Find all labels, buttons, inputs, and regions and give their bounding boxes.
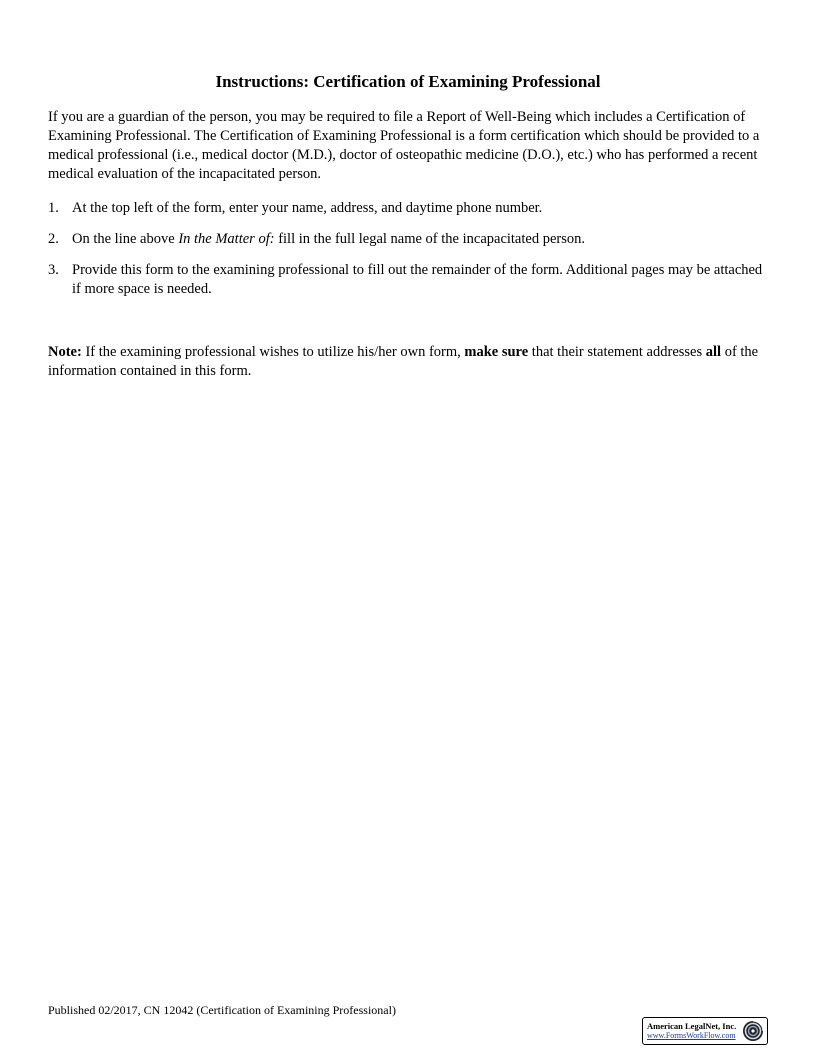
note-label: Note: [48,344,82,360]
note-text: If the examining professional wishes to utilize his/her own form, [81,344,465,360]
step-item [48,199,773,218]
step-text: Provide this form to the examining professional to fill out the remainder of the form. Additional pages may be attached if more space is needed. [72,262,763,297]
page-title: Instructions: Certification of Examining Professional [215,72,601,91]
step-item [48,230,773,249]
publication-footer: Published 02/2017, CN 12042 (Certification of Examining Professional) [48,1003,396,1017]
note-bold: make sure [464,344,529,360]
step-text-after: fill in the full legal name of the incapacitated person. [274,231,585,247]
step-number: 3. [48,262,59,278]
step-number: 1. [48,200,59,216]
step-text: At the top left of the form, enter your name, address, and daytime phone number. [72,200,543,216]
instruction-steps [48,199,773,311]
step-number: 2. [48,231,59,247]
intro-paragraph: If you are a guardian of the person, you may be required to file a Report of Well-Being which includes a Certification of Examining Professional. The Certification of Examining Professional is a form certification which should be provided to a medical professional (i.e., medical doctor (M.D.), doctor of osteopathic medicine (D.O.), etc.) who has performed a recent medical evaluation of the incapacitated person. [48,109,760,182]
note-text: of the information contained in this form. [48,344,759,379]
note-bold: all [705,344,722,360]
step-item [48,261,773,299]
logo-website-link[interactable]: www.FormsWorkFlow.com [647,1031,736,1040]
globe-emblem-icon [742,1020,764,1042]
note-paragraph [48,343,773,381]
company-logo[interactable] [642,1017,768,1045]
logo-company-name: American LegalNet, Inc. [647,1021,737,1031]
step-text-italic: In the Matter of: [178,231,275,247]
note-text: that their statement addresses [528,344,706,360]
step-text-before: On the line above [72,231,179,247]
